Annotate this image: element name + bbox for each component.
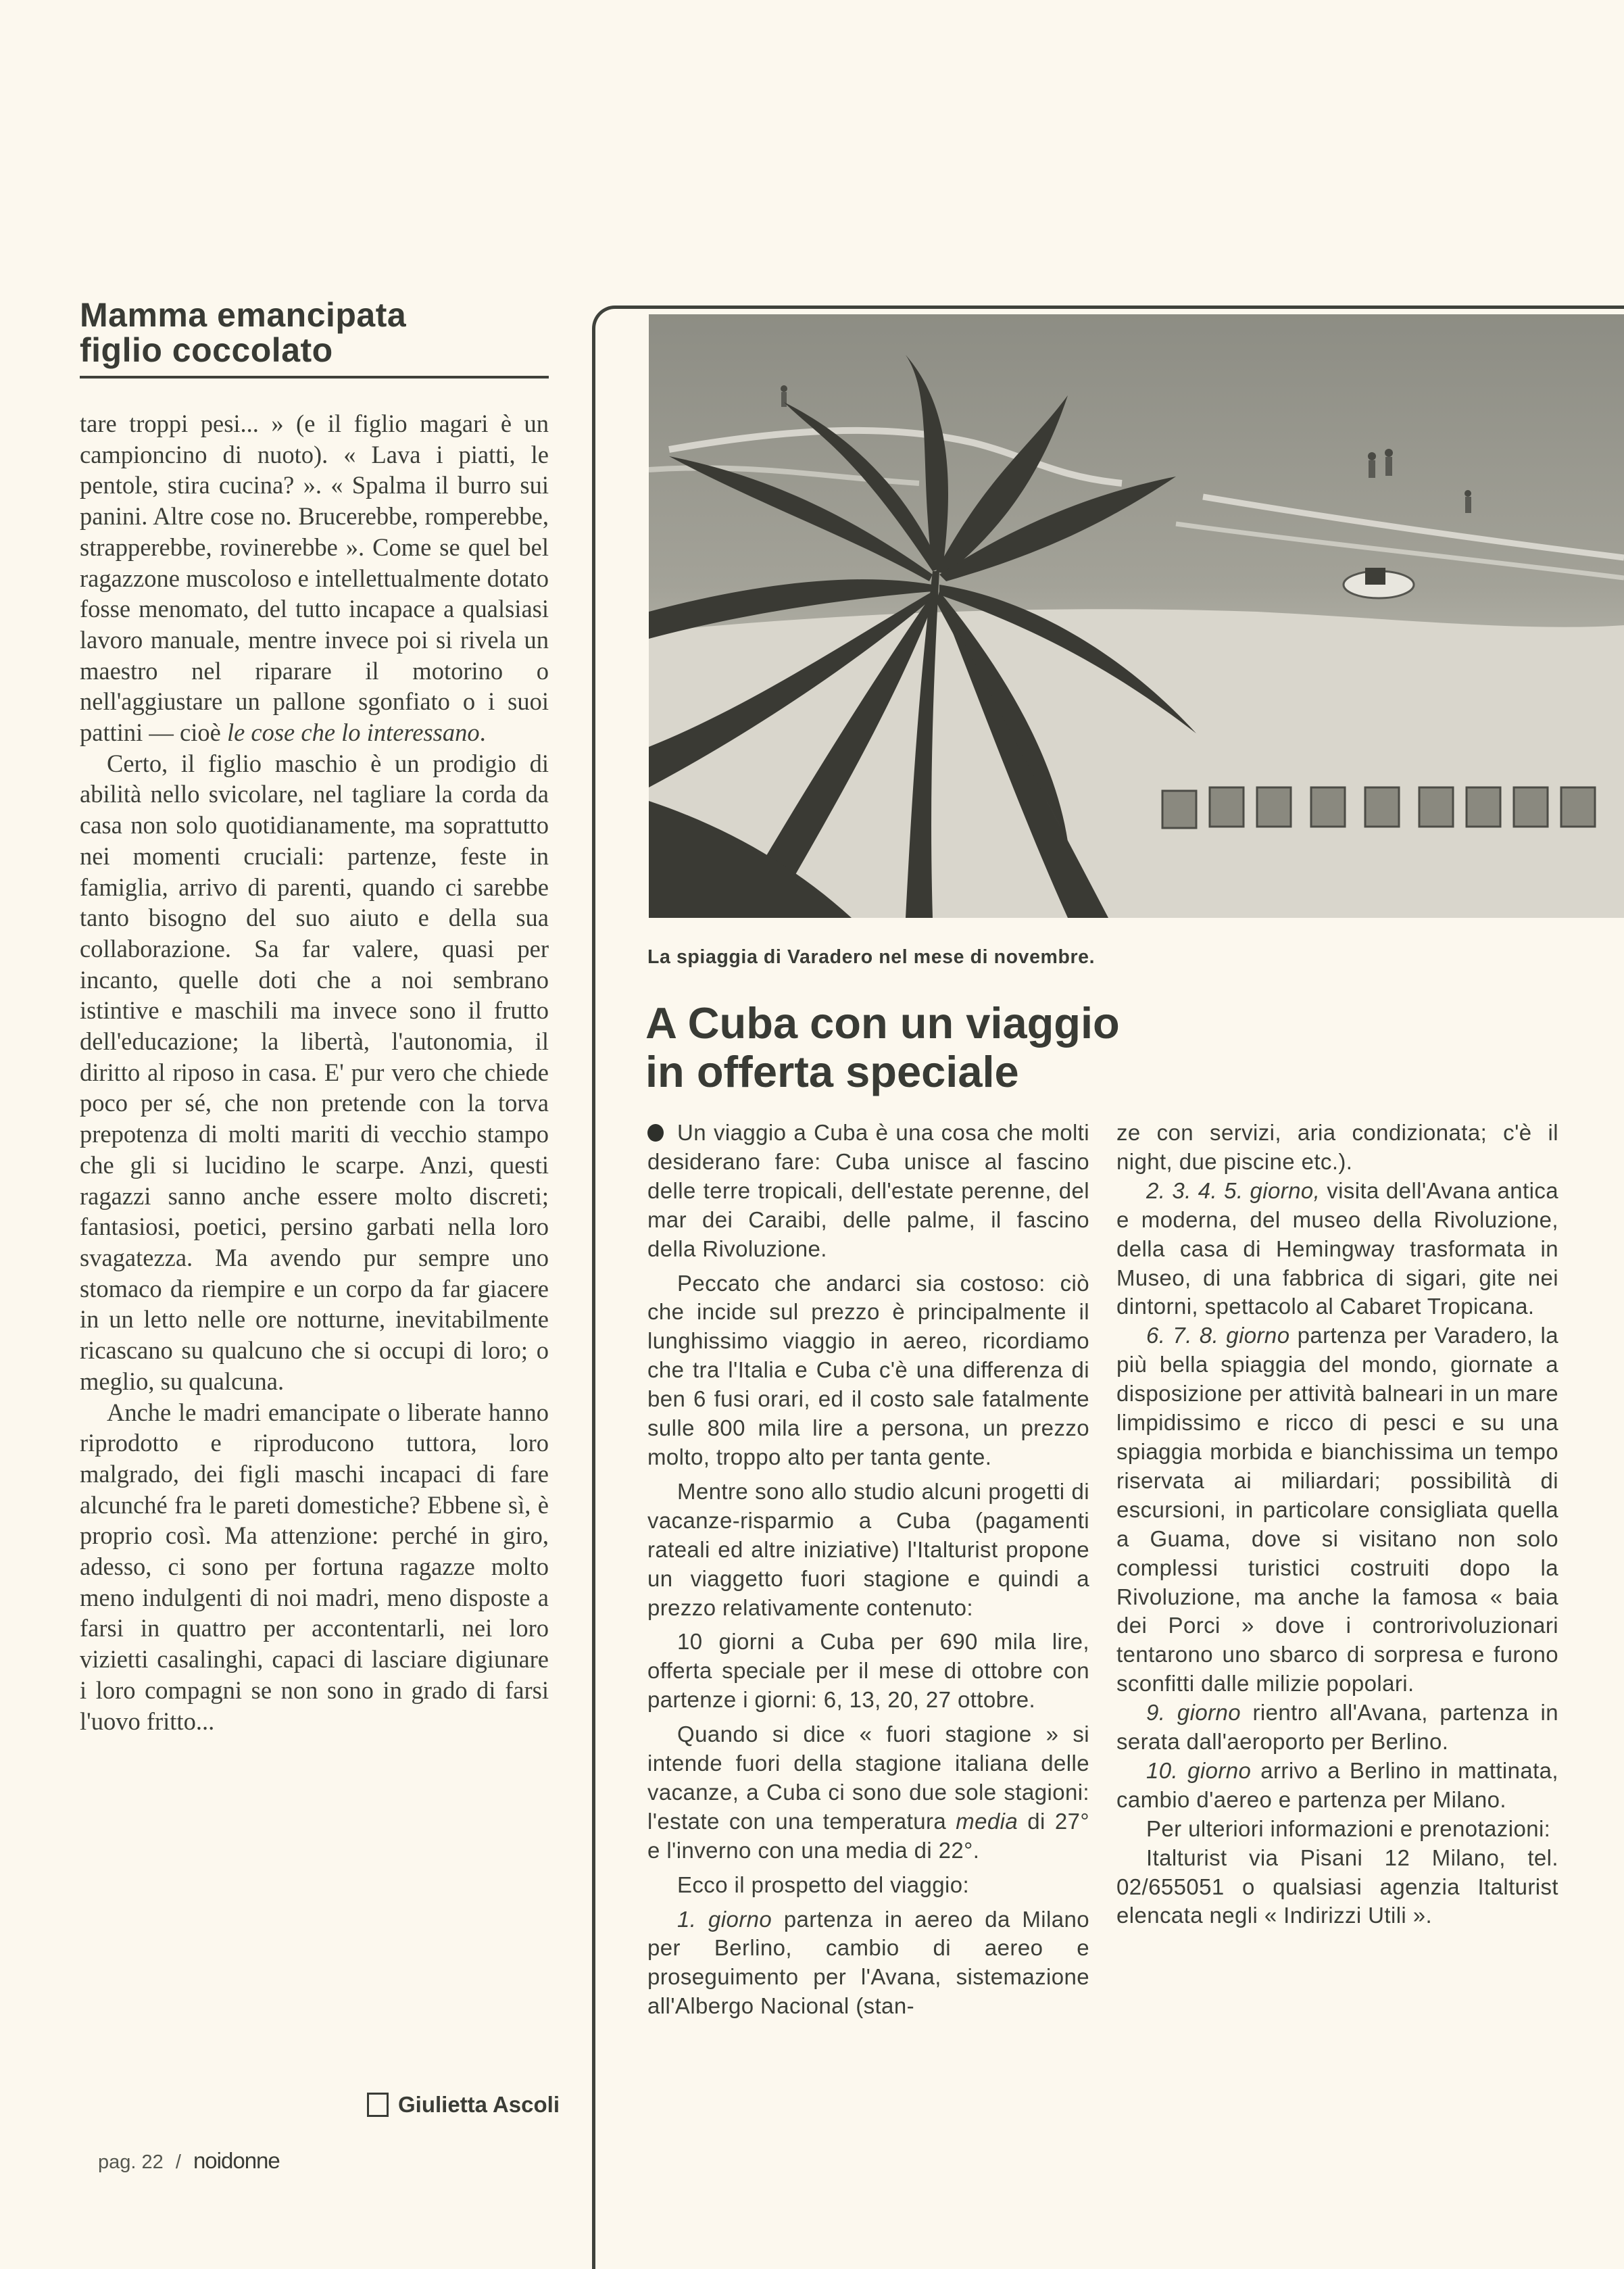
swimmer — [781, 385, 787, 392]
paragraph-tail: . — [479, 718, 486, 747]
beach-chairs — [1162, 787, 1595, 828]
swimmer — [1385, 457, 1392, 476]
page-number: pag. 22 — [98, 2151, 164, 2173]
paragraph-text: partenza in aereo da Milano per Berlino, cambio di aereo e proseguimento per l'Avana, sistemazione all'Albergo Nacional (stan- — [647, 1906, 1089, 2019]
paragraph: 10 giorni a Cuba per 690 mila lire, offerta speciale per il mese di ottobre con partenze i giorni: 6, 13, 20, 27 ottobre. — [647, 1629, 1089, 1713]
paragraph — [1116, 1321, 1558, 1699]
paragraph: Ecco il prospetto del viaggio: — [677, 1872, 970, 1897]
paragraph — [1116, 1699, 1558, 1757]
paragraph: Per ulteriori informazioni e prenotazioni: — [1146, 1815, 1551, 1841]
paragraph-italic: media — [956, 1808, 1018, 1834]
photo-caption: La spiaggia di Varadero nel mese di novembre. — [647, 946, 1096, 968]
author-name: Giulietta Ascoli — [398, 2092, 560, 2117]
paragraph-text: rientro all'Avana, partenza in serata dall'aeroporto per Berlino. — [1116, 1700, 1558, 1755]
paragraph-text: partenza per Varadero, la più bella spiaggia del mondo, giornate a disposizione per attività balneari in un mare limpidissimo e ricco di pesci e su una spiaggia morbida e bianchissima un tempo riservata ai miliardari; possibilità di escursioni, in particolare consigliata quella a Guama, dove si visitano non solo complessi turistici costruiti dopo la Rivoluzione, ma anche la famosa « baia dei Porci » dove i controrivoluzionari tentarono uno sbarco di sorpresa e furono sconfitti dalle milizie popolari. — [1116, 1323, 1558, 1697]
paragraph-text: Quando si dice « fuori stagione » si intende fuori della stagione italiana delle vacanze, a Cuba ci sono due sole stagioni: l'estate con una temperatura — [647, 1722, 1089, 1834]
paragraph: Mentre sono allo studio alcuni progetti di vacanze-risparmio a Cuba (pagamenti rateali ed altre iniziative) l'Italturist propone un viaggetto fuori stagione e quindi a prezzo relativamente contenuto: — [647, 1478, 1089, 1620]
beach-palm-photo — [649, 314, 1624, 918]
right-title-line-1: A Cuba con un viaggio — [645, 998, 1120, 1048]
paragraph: ze con servizi, aria condizionata; c'è il night, due piscine etc.). — [1116, 1120, 1558, 1174]
paragraph: Peccato che andarci sia costoso: ciò che incide sul prezzo è principalmente il lunghissimo viaggio in aereo, ricordiamo che tra l'Italia e Cuba c'è una differenza di ben 6 fusi orari, ed il costo sale fatalmente sulle 800 mila lire a persona, un prezzo molto, troppo alto per tanta gente. — [647, 1270, 1089, 1469]
right-title-line-2: in offerta speciale — [645, 1047, 1019, 1096]
bullet-icon — [647, 1124, 664, 1142]
left-title-line-1: Mamma emancipata — [80, 296, 407, 334]
paragraph-text: visita dell'Avana antica e moderna, del museo della Rivoluzione, della casa di Hemingway trasformata in Museo, di una fabbrica di sigari, gite nei dintorni, spettacolo al Cabaret Tropicana. — [1116, 1177, 1558, 1319]
magazine-name: noidonne — [193, 2148, 280, 2173]
right-article-column-2 — [1116, 1119, 1558, 1930]
title-divider — [80, 376, 549, 379]
photo-illustration — [649, 314, 1624, 918]
swimmer — [1369, 460, 1375, 478]
paragraph — [647, 1119, 1089, 1264]
left-article-body — [80, 408, 549, 1736]
paragraph — [647, 1720, 1089, 1865]
swimmer — [781, 392, 787, 407]
day-label: 9. giorno — [1146, 1700, 1241, 1726]
swimmer — [1385, 449, 1393, 457]
paragraph-text: tare troppi pesi... » (e il figlio magari è un campioncino di nuoto). « Lava i piatti, le pentole, stira cucina? ». « Spalma il burro sui panini. Altre cose no. Brucerebbe, romperebbe, strapperebbe, rovinerebbe ». Come se quel bel ragazzone muscoloso e intellettualmente dotato fosse menomato, del tutto incapace a qualsiasi lavoro manuale, mentre invece poi si rivela un maestro nel riparare il motorino o nell'aggiustare un pallone sgonfiato o i suoi pattini — cioè — [80, 410, 549, 747]
page-footer — [98, 2148, 280, 2174]
day-label: 6. 7. 8. giorno — [1146, 1323, 1290, 1348]
right-article-title — [645, 999, 1321, 1096]
author-signature — [367, 2092, 560, 2118]
paragraph-text: arrivo a Berlino in mattinata, cambio d'aereo e partenza per Milano. — [1116, 1757, 1558, 1812]
paragraph — [1116, 1757, 1558, 1815]
contact-info: Italturist via Pisani 12 Milano, tel. 02/655051 o qualsiasi agenzia Italturist elencata negli « Indirizzi Utili ». — [1116, 1845, 1558, 1928]
paragraph: Certo, il figlio maschio è un prodigio di abilità nello svicolare, nel tagliare la corda da casa non solo quotidianamente, ma soprattutto nei momenti cruciali: partenze, feste in famiglia, arrivo di parenti, quando ci sarebbe tanto bisogno del suo aiuto e della sua collaborazione. Sa far valere, quasi per incanto, quelle doti che a noi sembrano istintive e maschili ma invece sono il frutto dell'educazione; la libertà, l'autonomia, il diritto al riposo in casa. E' pur vero che chiede poco per sé, che non pretende con la torva prepotenza di molti mariti di vecchio stampo che gli si lucidino le scarpe. Anzi, questi ragazzi sanno anche essere molto discreti; fantasiosi, poetici, persino garbati nella loro svagatezza. Ma avendo pur sempre uno stomaco da riempire e un corpo da far giacere in un letto nelle ore notturne, inevitabilmente ricascano su qualcuno che si occupi di loro; o meglio, su qualcuna. — [80, 749, 549, 1395]
swimmer — [1368, 452, 1376, 460]
paragraph-text: Un viaggio a Cuba è una cosa che molti desiderano fare: Cuba unisce al fascino delle terre tropicali, dell'estate perenne, del mar dei Caraibi, delle palme, il fascino della Rivoluzione. — [647, 1120, 1089, 1261]
pedal-boat-seat — [1365, 568, 1385, 585]
paragraph: Anche le madri emancipate o liberate hanno riprodotto e riproducono tuttora, loro malgrado, dei figli maschi incapaci di fare alcunché fra le pareti domestiche? Ebbene sì, è proprio così. Ma attenzione: perché in giro, adesso, ci sono per fortuna ragazze molto meno indulgenti di noi madri, meno disposte a farsi in quattro per accontentarli, nei loro vizietti casalinghi, capaci di lasciare digiunare i loro compagni se non sono in grado di farsi l'uovo fritto... — [80, 1398, 549, 1735]
footer-separator: / — [175, 2151, 181, 2173]
paragraph-text: di 27° e l'inverno con una media di 22°. — [647, 1808, 1089, 1863]
left-article-title — [80, 297, 553, 368]
day-label: 1. giorno — [677, 1906, 772, 1932]
paragraph — [1116, 1177, 1558, 1322]
left-title-line-2: figlio coccolato — [80, 331, 333, 369]
right-article-column-1 — [647, 1119, 1089, 2021]
paragraph — [647, 1905, 1089, 2022]
swimmer — [1465, 490, 1471, 497]
swimmer — [1465, 497, 1471, 513]
day-label: 2. 3. 4. 5. giorno, — [1146, 1177, 1321, 1203]
paragraph — [80, 408, 549, 748]
paragraph-italic: le cose che lo interessano — [226, 718, 480, 747]
end-mark-square-icon — [367, 2093, 389, 2117]
day-label: 10. giorno — [1146, 1757, 1252, 1783]
